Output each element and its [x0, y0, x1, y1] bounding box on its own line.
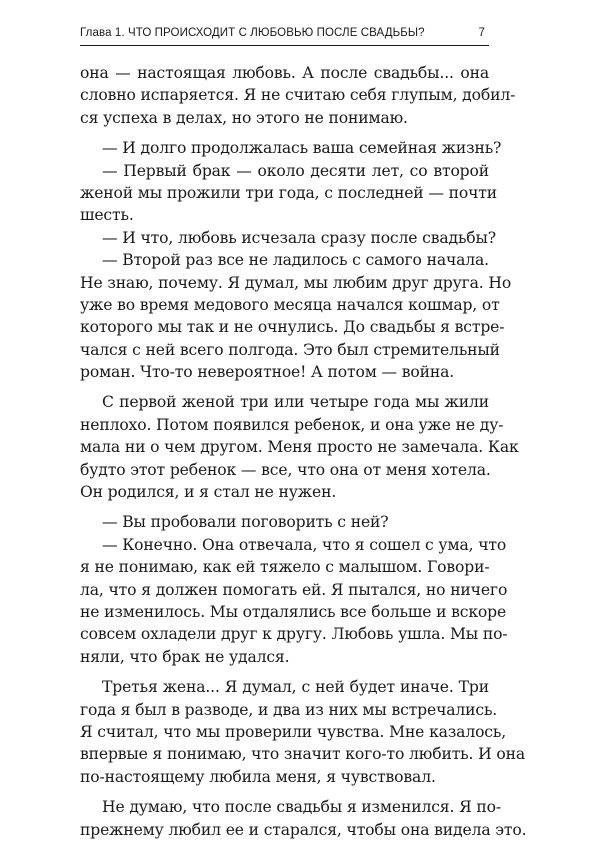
body-text	[80, 62, 527, 841]
text-line: Я считал, что мы проверили чувства. Мне казалось,	[80, 722, 507, 741]
paragraph	[80, 676, 526, 788]
text-line: уже во время медового месяца начался кошмар, от	[80, 295, 500, 314]
text-line: Не думаю, что после свадьбы я изменился. Я по-	[102, 798, 501, 817]
paragraph-gap	[80, 129, 489, 137]
paragraph-gap	[80, 668, 489, 676]
text-line: по-настоящему любила меня, я чувствовал.	[80, 767, 436, 786]
text-line: — Первый брак — около десяти лет, со второй	[102, 161, 489, 180]
text-line: ла, что я должен помогать ей. Я пытался, но ничего	[80, 580, 508, 599]
text-line: будто этот ребенок — все, что она от меня хотела.	[80, 460, 491, 479]
text-line: Не знаю, почему. Я думал, мы любим друг друга. Но	[80, 273, 512, 292]
paragraph-gap	[80, 383, 489, 391]
paragraph	[80, 391, 519, 503]
paragraph	[80, 62, 516, 129]
text-line: Третья жена... Я думал, с ней будет иначе. Три	[102, 678, 489, 697]
text-line: — Конечно. Она отвечала, что я сошел с ума, что	[102, 535, 507, 554]
text-line: неплохо. Потом появился ребенок, и она уже не ду-	[80, 415, 504, 434]
paragraph	[80, 227, 497, 249]
text-line: она — настоящая любовь. А после свадьбы... она	[80, 64, 489, 82]
text-line: совсем охладели друг к другу. Любовь ушла. Мы по-	[80, 625, 508, 644]
paragraph	[80, 249, 512, 383]
text-line: — Второй раз все не ладилось с самого начала.	[102, 251, 489, 270]
text-line: я не понимаю, как ей тяжело с малышом. Говори-	[80, 558, 490, 577]
text-line: которого мы так и не очнулись. До свадьбы я встре-	[80, 318, 505, 337]
paragraph	[80, 796, 527, 841]
text-line: С первой женой три или четыре года мы жили	[102, 393, 489, 412]
text-line: женой мы прожили три года, с последней — почти	[80, 183, 497, 202]
paragraph	[80, 137, 502, 159]
text-line: ся успеха в делах, но этого не понимаю.	[80, 108, 408, 127]
paragraph-gap	[80, 503, 489, 511]
text-line: Он родился, и я стал не нужен.	[80, 483, 337, 502]
text-line: не изменилось. Мы отдалялись все больше и вскоре	[80, 602, 507, 621]
text-line: шесть.	[80, 206, 134, 225]
text-line: прежнему любил ее и старался, чтобы она видела это.	[80, 820, 527, 839]
paragraph	[80, 511, 489, 533]
text-line: — И что, любовь исчезала сразу после свадьбы?	[102, 228, 497, 247]
text-line: — И долго продолжалась ваша семейная жизнь?	[102, 139, 502, 158]
text-line: словно испаряется. Я не считаю себя глупым, добил-	[80, 86, 516, 105]
paragraph	[80, 534, 508, 668]
text-line: — Вы пробовали поговорить с ней?	[102, 513, 389, 532]
text-line: мала ни о чем другом. Меня просто не замечала. Как	[80, 438, 519, 457]
page-number: 7	[478, 27, 485, 39]
text-line: роман. Что-то невероятное! А потом — война.	[80, 363, 455, 382]
text-line: впервые я понимаю, что значит кого-то любить. И она	[80, 745, 526, 764]
text-line: няли, что брак не удался.	[80, 647, 290, 666]
paragraph	[80, 160, 497, 227]
text-line: чался с ней всего полгода. Это был стремительный	[80, 340, 500, 359]
chapter-title: Глава 1. ЧТО ПРОИСХОДИТ С ЛЮБОВЬЮ ПОСЛЕ СВАДЬБЫ?	[80, 27, 425, 39]
running-header	[80, 23, 489, 46]
paragraph-gap	[80, 788, 489, 796]
text-line: года я был в разводе, и два из них мы встречались.	[80, 700, 498, 719]
